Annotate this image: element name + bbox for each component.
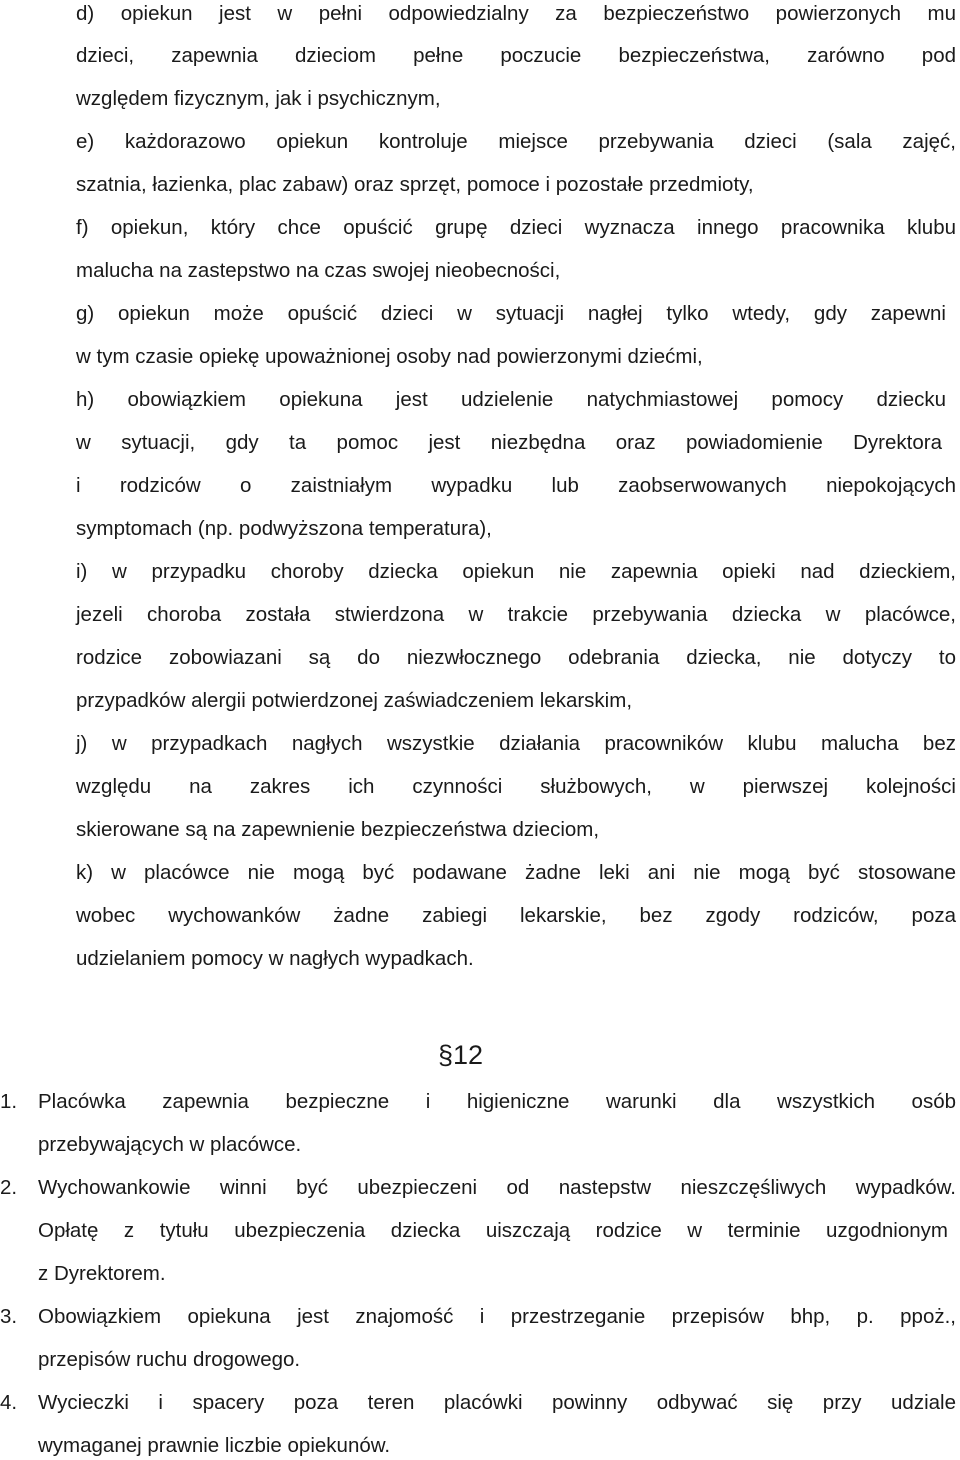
list-item-line: przebywających w placówce. <box>38 1133 302 1156</box>
list-item-line: Obowiązkiem opiekuna jest znajomość i przestrzeganie przepisów bhp, p. ppoż., <box>38 1305 956 1328</box>
list-item-line: Wycieczki i spacery poza teren placówki powinny odbywać się przy udziale <box>38 1391 956 1414</box>
text-line: w sytuacji, gdy ta pomoc jest niezbędna oraz powiadomienie Dyrektora <box>76 431 942 454</box>
text-line: udzielaniem pomocy w nagłych wypadkach. <box>76 947 474 970</box>
text-line: e) każdorazowo opiekun kontroluje miejsce przebywania dzieci (sala zajęć, <box>76 130 956 153</box>
text-line: k) w placówce nie mogą być podawane żadne leki ani nie mogą być stosowane <box>76 861 956 884</box>
text-line: symptomach (np. podwyższona temperatura), <box>76 517 492 540</box>
text-line: przypadków alergii potwierdzonej zaświadczeniem lekarskim, <box>76 689 633 712</box>
list-item-line: Opłatę z tytułu ubezpieczenia dziecka uiszczają rodzice w terminie uzgodnionym <box>38 1219 948 1242</box>
section-symbol: § <box>438 1040 454 1070</box>
list-item-line: przepisów ruchu drogowego. <box>38 1348 301 1371</box>
text-line: rodzice zobowiazani są do niezwłocznego odebrania dziecka, nie dotyczy to <box>76 646 956 669</box>
text-line: j) w przypadkach nagłych wszystkie działania pracowników klubu malucha bez <box>76 732 956 755</box>
section-number: 12 <box>453 1040 484 1070</box>
text-line: wobec wychowanków żadne zabiegi lekarskie, bez zgody rodziców, poza <box>76 904 956 927</box>
list-item-line: z Dyrektorem. <box>38 1262 166 1285</box>
list-item-line: Placówka zapewnia bezpieczne i higieniczne warunki dla wszystkich osób <box>38 1090 956 1113</box>
text-line: szatnia, łazienka, plac zabaw) oraz sprzęt, pomoce i pozostałe przedmioty, <box>76 173 754 196</box>
list-item-number: 2. <box>0 1176 18 1199</box>
list-item-number: 1. <box>0 1090 18 1113</box>
text-line: malucha na zastepstwo na czas swojej nieobecności, <box>76 259 561 282</box>
text-line: jezeli choroba została stwierdzona w trakcie przebywania dziecka w placówce, <box>76 603 956 626</box>
text-line: d) opiekun jest w pełni odpowiedzialny za bezpieczeństwo powierzonych mu <box>76 2 956 25</box>
text-line: i) w przypadku choroby dziecka opiekun nie zapewnia opieki nad dzieckiem, <box>76 560 956 583</box>
list-item-line: Wychowankowie winni być ubezpieczeni od nastepstw nieszczęśliwych wypadków. <box>38 1176 956 1199</box>
list-item-line: wymaganej prawnie liczbie opiekunów. <box>38 1434 391 1457</box>
text-line: dzieci, zapewnia dzieciom pełne poczucie bezpieczeństwa, zarówno pod <box>76 44 956 67</box>
list-item-number: 4. <box>0 1391 18 1414</box>
text-line: w tym czasie opiekę upoważnionej osoby nad powierzonymi dziećmi, <box>76 345 703 368</box>
list-item-number: 3. <box>0 1305 18 1328</box>
text-line: h) obowiązkiem opiekuna jest udzielenie natychmiastowej pomocy dziecku <box>76 388 946 411</box>
text-line: i rodziców o zaistniałym wypadku lub zaobserwowanych niepokojących <box>76 474 956 497</box>
text-line: skierowane są na zapewnienie bezpieczeństwa dzieciom, <box>76 818 600 841</box>
text-line: f) opiekun, który chce opuścić grupę dzieci wyznacza innego pracownika klubu <box>76 216 956 239</box>
text-line: g) opiekun może opuścić dzieci w sytuacji nagłej tylko wtedy, gdy zapewni <box>76 302 946 325</box>
section-heading <box>438 1038 483 1072</box>
text-line: względu na zakres ich czynności służbowych, w pierwszej kolejności <box>76 775 956 798</box>
text-line: względem fizycznym, jak i psychicznym, <box>76 87 441 110</box>
